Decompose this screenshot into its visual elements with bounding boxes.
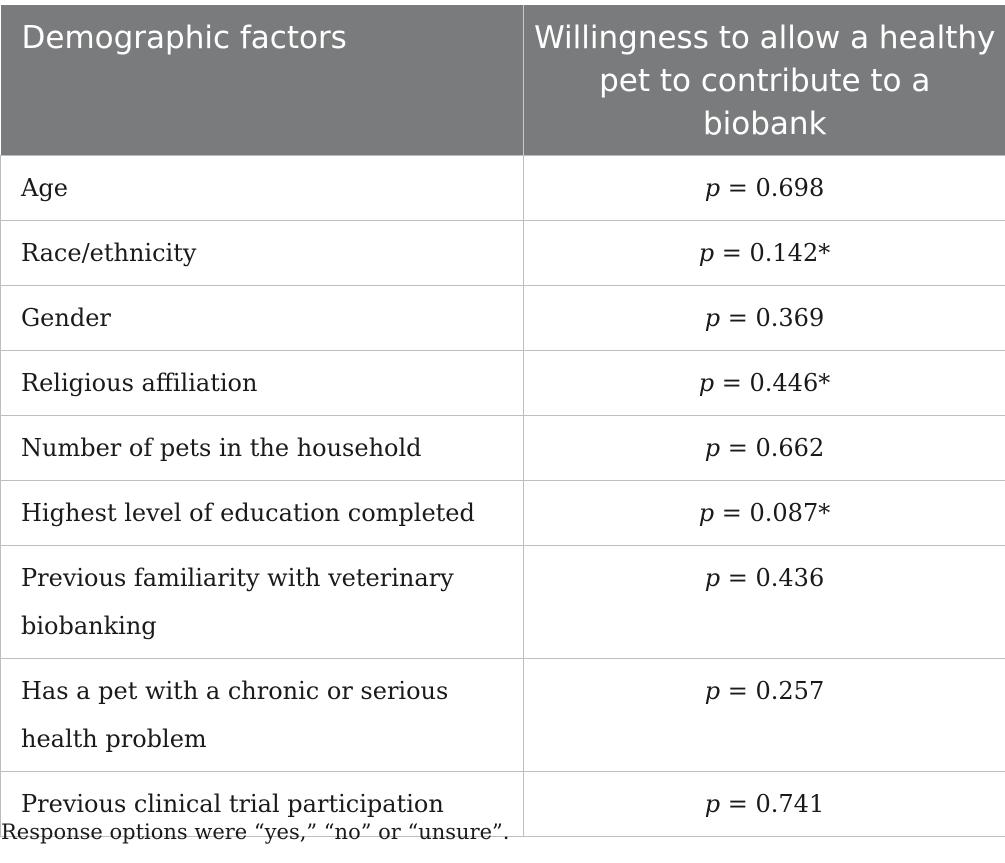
p-value: = 0.741 — [720, 789, 825, 818]
p-label: p — [704, 789, 721, 818]
table-header-row — [1, 5, 1005, 155]
factor-cell: Age — [1, 155, 524, 220]
factor-cell: Religious affiliation — [1, 350, 524, 415]
p-value: = 0.436 — [720, 563, 825, 592]
p-value: = 0.662 — [720, 433, 825, 462]
table-footnote: Response options were “yes,” “no” or “unsure”. — [1, 820, 510, 844]
p-value-cell — [524, 658, 1005, 771]
factor-cell: Previous familiarity with veterinary biobanking — [1, 545, 524, 658]
table-row — [1, 545, 1005, 658]
p-value-cell — [524, 771, 1005, 836]
p-value: = 0.142* — [714, 238, 831, 267]
table-row — [1, 350, 1005, 415]
table-row — [1, 155, 1005, 220]
p-label: p — [704, 433, 721, 462]
factor-cell: Highest level of education completed — [1, 480, 524, 545]
p-value-cell — [524, 220, 1005, 285]
header-willingness: Willingness to allow a healthy pet to contribute to a biobank — [524, 5, 1005, 155]
header-demographic-factors: Demographic factors — [1, 5, 524, 155]
p-label: p — [698, 238, 715, 267]
table-row — [1, 220, 1005, 285]
p-value: = 0.446* — [714, 368, 831, 397]
factor-cell: Number of pets in the household — [1, 415, 524, 480]
results-table-container — [0, 5, 1005, 837]
table-row — [1, 415, 1005, 480]
p-label: p — [698, 368, 715, 397]
table-row — [1, 480, 1005, 545]
results-table — [0, 5, 1005, 837]
p-value: = 0.257 — [720, 676, 825, 705]
p-value: = 0.369 — [720, 303, 825, 332]
p-value-cell — [524, 350, 1005, 415]
p-value: = 0.698 — [720, 173, 825, 202]
p-value-cell — [524, 415, 1005, 480]
factor-cell: Race/ethnicity — [1, 220, 524, 285]
p-label: p — [704, 303, 721, 332]
p-value-cell — [524, 545, 1005, 658]
factor-cell: Previous clinical trial participation — [1, 771, 524, 836]
p-label: p — [704, 563, 721, 592]
p-label: p — [704, 676, 721, 705]
p-label: p — [704, 173, 721, 202]
p-value-cell — [524, 155, 1005, 220]
p-value-cell — [524, 480, 1005, 545]
table-row — [1, 285, 1005, 350]
p-label: p — [698, 498, 715, 527]
p-value-cell — [524, 285, 1005, 350]
p-value: = 0.087* — [714, 498, 831, 527]
factor-cell: Has a pet with a chronic or serious health problem — [1, 658, 524, 771]
factor-cell: Gender — [1, 285, 524, 350]
table-row — [1, 658, 1005, 771]
